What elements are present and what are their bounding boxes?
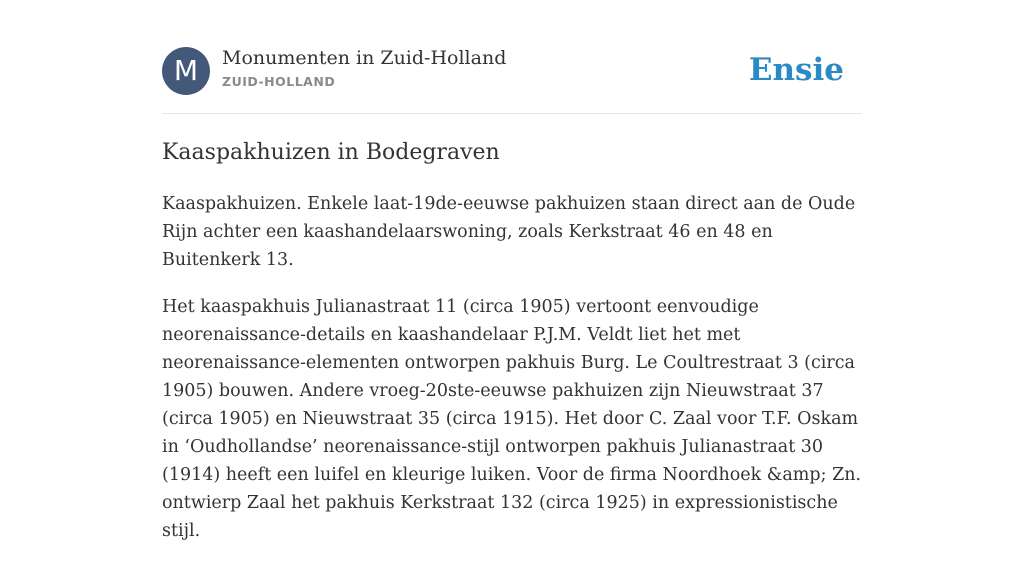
source-subtitle: ZUID-HOLLAND [222, 74, 336, 89]
source-title[interactable]: Monumenten in Zuid-Holland [222, 47, 507, 69]
article-paragraph: Het kaaspakhuis Julianastraat 11 (circa 1905) vertoont eenvoudige neorenaissance-details en kaashandelaar P.J.M. Veldt liet het met neorenaissance-elementen ontworpen pakhuis Burg. Le Coultrestraat 3 (circa 1905) bouwen. Andere vroeg-20ste-eeuwse pakhuizen zijn Nieuwstraat 37 (circa 1905) en Nieuwstraat 35 (circa 1915). Het door C. Zaal voor T.F. Oskam in ‘Oudhollandse’ neorenaissance-stijl ontworpen pakhuis Julianastraat 30 (1914) heeft een luifel en kleurige luiken. Voor de firma Noordhoek &amp; Zn. ontwierp Zaal het pakhuis Kerkstraat 132 (circa 1925) in expressionistische stijl. [162, 297, 862, 541]
brand-logo[interactable]: Ensie [748, 52, 844, 88]
article-title: Kaaspakhuizen in Bodegraven [162, 140, 500, 165]
avatar[interactable]: M [162, 47, 210, 95]
article-paragraph: Kaaspakhuizen. Enkele laat-19de-eeuwse pakhuizen staan direct aan de Oude Rijn achter een kaashandelaarswoning, zoals Kerkstraat 46 en 48 en Buitenkerk 13. [162, 194, 856, 270]
header [162, 46, 862, 96]
article-body [162, 190, 862, 564]
header-divider [162, 113, 862, 114]
